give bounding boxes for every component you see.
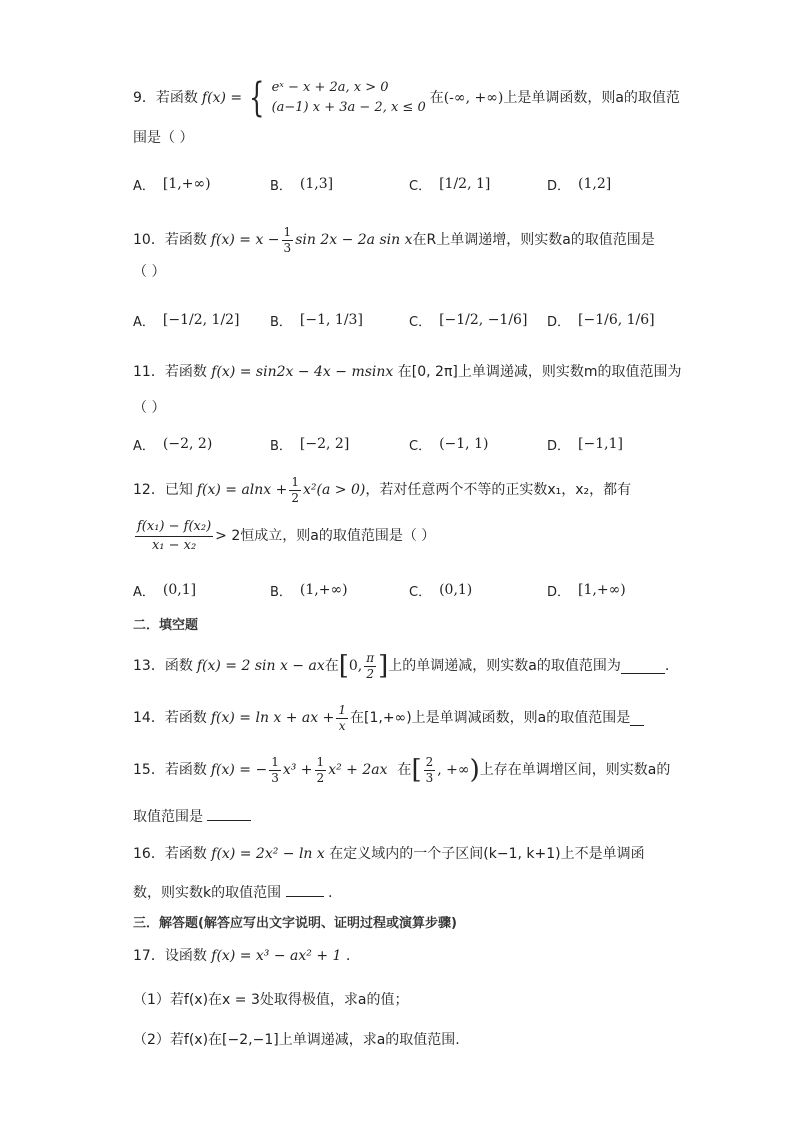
q13-tail: 上的单调递减，则实数a的取值范围为 bbox=[388, 658, 621, 674]
question-10 bbox=[133, 222, 655, 258]
q15-mid: 在 bbox=[397, 762, 412, 778]
q16-line-2-text: 数，则实数k的取值范围 bbox=[133, 885, 282, 901]
q10-tail: 在R上单调递增，则实数a的取值范围是 bbox=[412, 232, 655, 248]
q13-interval-left: 0, bbox=[348, 658, 363, 674]
q12-options bbox=[133, 568, 633, 612]
question-17 bbox=[133, 946, 350, 966]
q9-case-1: eˣ − x + 2a, x > 0 bbox=[271, 80, 389, 95]
q12-expr-post: x²(a > 0) bbox=[303, 482, 366, 498]
q11-option-d[interactable]: D． [−1,1] bbox=[547, 436, 623, 454]
q11-option-a[interactable]: A． (−2, 2) bbox=[133, 436, 213, 454]
q14-answer-blank[interactable] bbox=[630, 711, 644, 726]
q13-bracket-left: [ bbox=[338, 651, 349, 681]
q11-option-b[interactable]: B． [−2, 2] bbox=[270, 436, 350, 454]
q10-number: 10．若函数 bbox=[133, 232, 207, 248]
q12-option-c[interactable]: C． (0,1) bbox=[409, 582, 473, 600]
q15-bracket-left: [ bbox=[411, 755, 422, 785]
q17-part-1: （1）若f(x)在x = 3处取得极值，求a的值； bbox=[133, 992, 409, 1008]
q9-tail: 上是单调函数，则a的取值范 bbox=[503, 90, 680, 106]
q14-number: 14．若函数 bbox=[133, 710, 207, 726]
q12-difference-quotient: $\frac{\text{f(x₁) − f(x₂)}}{\text{x₁ − x₂}}$ bbox=[137, 518, 212, 553]
q9-brace: { bbox=[249, 75, 265, 121]
q16-end: . bbox=[328, 885, 333, 901]
q15-expr-mid: x³ + bbox=[282, 762, 313, 778]
q13-number: 13．函数 bbox=[133, 658, 193, 674]
q10-line-2: （ ） bbox=[133, 264, 166, 280]
q15-interval-right: , +∞ bbox=[437, 762, 470, 778]
q10-option-c[interactable]: C． [−1/2, −1/6] bbox=[409, 312, 528, 330]
q11-mid: 在[0, 2π]上单调递减，则实数m的取值范围为 bbox=[397, 364, 682, 380]
q13-mid: 在 bbox=[324, 658, 339, 674]
question-11 bbox=[133, 362, 681, 382]
q12-line-2 bbox=[133, 516, 435, 556]
q16-expr: f(x) = 2x² − ln x bbox=[211, 846, 325, 862]
q15-line-2-text: 取值范围是 bbox=[133, 809, 203, 825]
q15-tail: 上存在单调增区间，则实数a的 bbox=[479, 762, 671, 778]
q11-options bbox=[133, 422, 633, 466]
q10-options bbox=[133, 298, 655, 342]
q9-option-c[interactable]: C． [1/2, 1] bbox=[409, 176, 491, 194]
q15-number: 15．若函数 bbox=[133, 762, 207, 778]
q15-expr-post: x² + 2ax bbox=[328, 762, 388, 778]
q17-end: . bbox=[345, 948, 351, 964]
q11-option-c[interactable]: C． (−1, 1) bbox=[409, 436, 489, 454]
question-16 bbox=[133, 844, 645, 864]
section-fill-in: 二．填空题 bbox=[133, 618, 199, 633]
q10-option-d[interactable]: D． [−1/6, 1/6] bbox=[547, 312, 655, 330]
q15-answer-blank[interactable] bbox=[207, 806, 251, 821]
question-13 bbox=[133, 646, 669, 686]
q13-expr: f(x) = 2 sin x − ax bbox=[196, 658, 325, 674]
q9-piecewise bbox=[242, 75, 426, 121]
q12-line-2-tail: > 2恒成立，则a的取值范围是（ ） bbox=[215, 528, 436, 544]
q11-expr: f(x) = sin2x − 4x − msinx bbox=[211, 364, 394, 380]
q12-option-b[interactable]: B． (1,+∞) bbox=[270, 582, 348, 600]
q13-fraction: $\frac{\pi}{2}$ bbox=[366, 650, 375, 681]
q9-cases bbox=[272, 78, 426, 118]
q12-expr-pre: f(x) = alnx + bbox=[196, 482, 288, 498]
q15-fraction-1: $\frac{1}{3}$ bbox=[271, 754, 279, 785]
q17-expr: f(x) = x³ − ax² + 1 bbox=[211, 948, 342, 964]
question-12 bbox=[133, 472, 631, 508]
q14-expr: f(x) = ln x + ax + bbox=[210, 710, 335, 726]
q12-option-d[interactable]: D． [1,+∞) bbox=[547, 582, 626, 600]
q9-function: f(x) = bbox=[201, 90, 243, 106]
q17-part-2: （2）若f(x)在[−2,−1]上单调递减，求a的取值范围. bbox=[133, 1032, 460, 1048]
q13-end: . bbox=[664, 658, 670, 674]
q13-bracket-right: ] bbox=[378, 651, 389, 681]
q9-case-2: (a−1) x + 3a − 2, x ≤ 0 bbox=[271, 100, 426, 115]
q16-line-2 bbox=[133, 882, 332, 903]
q16-number: 16．若函数 bbox=[133, 846, 207, 862]
q10-option-b[interactable]: B． [−1, 1/3] bbox=[270, 312, 363, 330]
question-15 bbox=[133, 750, 670, 790]
section-answer: 三．解答题(解答应写出文字说明、证明过程或演算步骤) bbox=[133, 916, 457, 931]
q10-expr-post: sin 2x − 2a sin x bbox=[295, 232, 413, 248]
q11-number: 11．若函数 bbox=[133, 364, 207, 380]
q15-fraction-2: $\frac{1}{2}$ bbox=[316, 754, 325, 785]
q14-fraction: $\frac{1}{x}$ bbox=[338, 702, 346, 733]
q9-mid: 在 bbox=[429, 90, 444, 106]
q9-option-b[interactable]: B． (1,3] bbox=[270, 176, 334, 194]
q9-interval: (-∞, +∞) bbox=[443, 90, 504, 106]
q16-answer-blank[interactable] bbox=[286, 882, 324, 897]
q10-option-a[interactable]: A． [−1/2, 1/2] bbox=[133, 312, 240, 330]
q12-number: 12．已知 bbox=[133, 482, 193, 498]
question-9 bbox=[133, 76, 680, 120]
q11-line-2: （ ） bbox=[133, 400, 166, 416]
q10-expr-pre: f(x) = x − bbox=[210, 232, 280, 248]
q15-expr-pre: f(x) = − bbox=[210, 762, 268, 778]
q16-tail: 在定义域内的一个子区间(k−1, k+1)上不是单调函 bbox=[329, 846, 645, 862]
q12-tail: ，若对任意两个不等的正实数x₁，x₂，都有 bbox=[365, 482, 632, 498]
q17-number: 17．设函数 bbox=[133, 948, 207, 964]
q15-paren-right: ) bbox=[469, 755, 480, 785]
q13-answer-blank[interactable] bbox=[621, 659, 665, 674]
question-14 bbox=[133, 698, 644, 738]
q10-fraction: $\frac{1}{3}$ bbox=[283, 224, 292, 255]
q15-fraction-3: $\frac{2}{3}$ bbox=[425, 754, 434, 785]
q14-tail: 在[1,+∞)上是单调减函数，则a的取值范围是 bbox=[350, 710, 631, 726]
q12-fraction: $\frac{1}{2}$ bbox=[291, 474, 300, 505]
q9-option-d[interactable]: D． (1,2] bbox=[547, 176, 612, 194]
q9-line-2: 围是（ ） bbox=[133, 130, 194, 146]
q9-number: 9．若函数 bbox=[133, 90, 198, 106]
q9-option-a[interactable]: A． [1,+∞) bbox=[133, 176, 211, 194]
q15-line-2 bbox=[133, 806, 251, 827]
q12-option-a[interactable]: A． (0,1] bbox=[133, 582, 197, 600]
q9-options bbox=[133, 162, 633, 206]
